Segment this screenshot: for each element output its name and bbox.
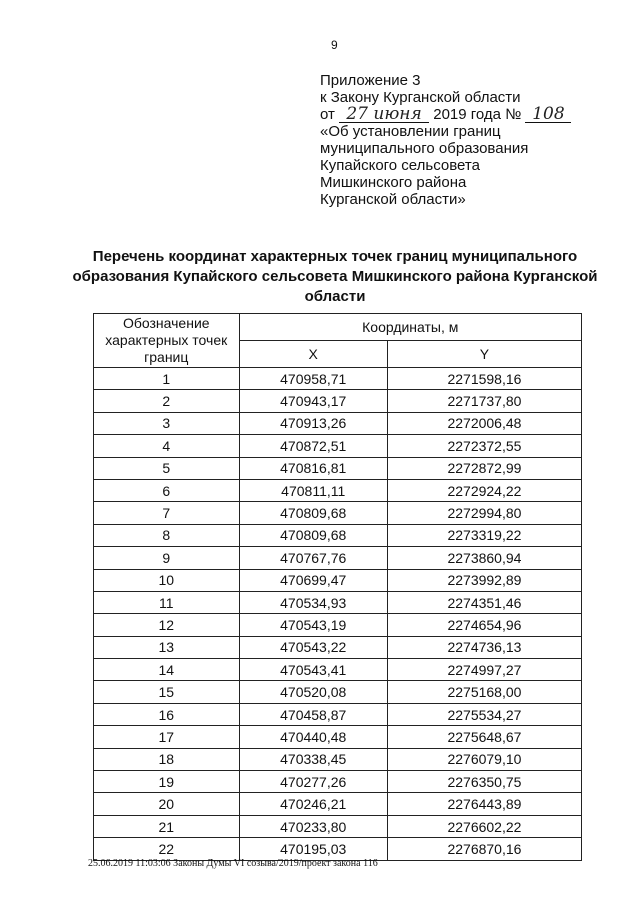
table-row [94, 748, 582, 770]
table-row [94, 726, 582, 748]
x-coordinate-cell: 470543,41 [239, 659, 387, 681]
y-coordinate-cell: 2274654,96 [387, 614, 581, 636]
page-number: 9 [331, 38, 338, 52]
x-coordinate-cell: 470534,93 [239, 591, 387, 613]
appendix-block [320, 72, 620, 208]
x-coordinate-cell: 470913,26 [239, 412, 387, 434]
y-coordinate-cell: 2273319,22 [387, 524, 581, 546]
y-coordinate-cell: 2274351,46 [387, 591, 581, 613]
appendix-law-title-4: Мишкинского района [320, 174, 467, 191]
table-row [94, 636, 582, 658]
table-row [94, 547, 582, 569]
y-coordinate-cell: 2275168,00 [387, 681, 581, 703]
y-coordinate-cell: 2272372,55 [387, 435, 581, 457]
table-row [94, 793, 582, 815]
point-number-cell: 9 [94, 547, 240, 569]
table-row [94, 659, 582, 681]
appendix-title: Приложение 3 [320, 72, 421, 89]
appendix-law-ref: к Закону Курганской области [320, 89, 521, 106]
point-number-cell: 14 [94, 659, 240, 681]
header-y: Y [387, 341, 581, 368]
y-coordinate-cell: 2273860,94 [387, 547, 581, 569]
point-number-cell: 10 [94, 569, 240, 591]
x-coordinate-cell: 470767,76 [239, 547, 387, 569]
x-coordinate-cell: 470543,22 [239, 636, 387, 658]
table-row [94, 524, 582, 546]
table-row [94, 435, 582, 457]
header-coordinates: Координаты, м [239, 314, 581, 341]
x-coordinate-cell: 470338,45 [239, 748, 387, 770]
table-row [94, 569, 582, 591]
y-coordinate-cell: 2276870,16 [387, 838, 581, 860]
x-coordinate-cell: 470233,80 [239, 815, 387, 837]
y-coordinate-cell: 2272872,99 [387, 457, 581, 479]
table-row [94, 815, 582, 837]
x-coordinate-cell: 470246,21 [239, 793, 387, 815]
point-number-cell: 6 [94, 479, 240, 501]
appendix-law-title-5: Курганской области» [320, 191, 466, 208]
x-coordinate-cell: 470958,71 [239, 368, 387, 390]
date-suffix: 2019 года № [433, 106, 522, 123]
table-row [94, 412, 582, 434]
y-coordinate-cell: 2272006,48 [387, 412, 581, 434]
table-row [94, 681, 582, 703]
x-coordinate-cell: 470943,17 [239, 390, 387, 412]
x-coordinate-cell: 470520,08 [239, 681, 387, 703]
y-coordinate-cell: 2272994,80 [387, 502, 581, 524]
y-coordinate-cell: 2274997,27 [387, 659, 581, 681]
point-number-cell: 2 [94, 390, 240, 412]
x-coordinate-cell: 470440,48 [239, 726, 387, 748]
x-coordinate-cell: 470872,51 [239, 435, 387, 457]
appendix-law-title-2: муниципального образования [320, 140, 529, 157]
point-number-cell: 19 [94, 771, 240, 793]
table-row [94, 479, 582, 501]
handwritten-law-number: 108 [525, 107, 571, 123]
y-coordinate-cell: 2273992,89 [387, 569, 581, 591]
handwritten-date: 27 июня [339, 107, 429, 123]
x-coordinate-cell: 470543,19 [239, 614, 387, 636]
coordinates-table-body [94, 368, 582, 861]
x-coordinate-cell: 470699,47 [239, 569, 387, 591]
coordinates-table [93, 313, 582, 861]
table-row [94, 457, 582, 479]
y-coordinate-cell: 2276350,75 [387, 771, 581, 793]
y-coordinate-cell: 2272924,22 [387, 479, 581, 501]
y-coordinate-cell: 2275534,27 [387, 703, 581, 725]
point-number-cell: 15 [94, 681, 240, 703]
table-row [94, 591, 582, 613]
header-x: X [239, 341, 387, 368]
x-coordinate-cell: 470816,81 [239, 457, 387, 479]
y-coordinate-cell: 2271737,80 [387, 390, 581, 412]
appendix-date-line [320, 106, 620, 123]
y-coordinate-cell: 2274736,13 [387, 636, 581, 658]
point-number-cell: 16 [94, 703, 240, 725]
x-coordinate-cell: 470809,68 [239, 524, 387, 546]
document-title: Перечень координат характерных точек границ муниципального образования Купайского сельсовета Мишкинского района Курганской области [72, 248, 598, 305]
point-number-cell: 7 [94, 502, 240, 524]
appendix-law-title-1: «Об установлении границ [320, 123, 501, 140]
point-number-cell: 18 [94, 748, 240, 770]
point-number-cell: 13 [94, 636, 240, 658]
x-coordinate-cell: 470277,26 [239, 771, 387, 793]
y-coordinate-cell: 2276602,22 [387, 815, 581, 837]
point-number-cell: 17 [94, 726, 240, 748]
table-row [94, 390, 582, 412]
point-number-cell: 22 [94, 838, 240, 860]
y-coordinate-cell: 2276443,89 [387, 793, 581, 815]
point-number-cell: 11 [94, 591, 240, 613]
y-coordinate-cell: 2276079,10 [387, 748, 581, 770]
table-row [94, 771, 582, 793]
point-number-cell: 4 [94, 435, 240, 457]
table-row [94, 502, 582, 524]
table-row [94, 614, 582, 636]
point-number-cell: 5 [94, 457, 240, 479]
table-row [94, 838, 582, 860]
header-designation: Обозначение характерных точек границ [94, 314, 240, 368]
y-coordinate-cell: 2271598,16 [387, 368, 581, 390]
point-number-cell: 12 [94, 614, 240, 636]
table-row [94, 703, 582, 725]
point-number-cell: 3 [94, 412, 240, 434]
y-coordinate-cell: 2275648,67 [387, 726, 581, 748]
x-coordinate-cell: 470811,11 [239, 479, 387, 501]
table-row [94, 368, 582, 390]
x-coordinate-cell: 470458,87 [239, 703, 387, 725]
date-prefix: от [320, 106, 335, 123]
point-number-cell: 8 [94, 524, 240, 546]
point-number-cell: 21 [94, 815, 240, 837]
x-coordinate-cell: 470195,03 [239, 838, 387, 860]
point-number-cell: 1 [94, 368, 240, 390]
point-number-cell: 20 [94, 793, 240, 815]
footer-stamp: 25.06.2019 11:03:06 Законы Думы VI созыва/2019/проект закона 116 [88, 858, 378, 869]
x-coordinate-cell: 470809,68 [239, 502, 387, 524]
appendix-law-title-3: Купайского сельсовета [320, 157, 480, 174]
